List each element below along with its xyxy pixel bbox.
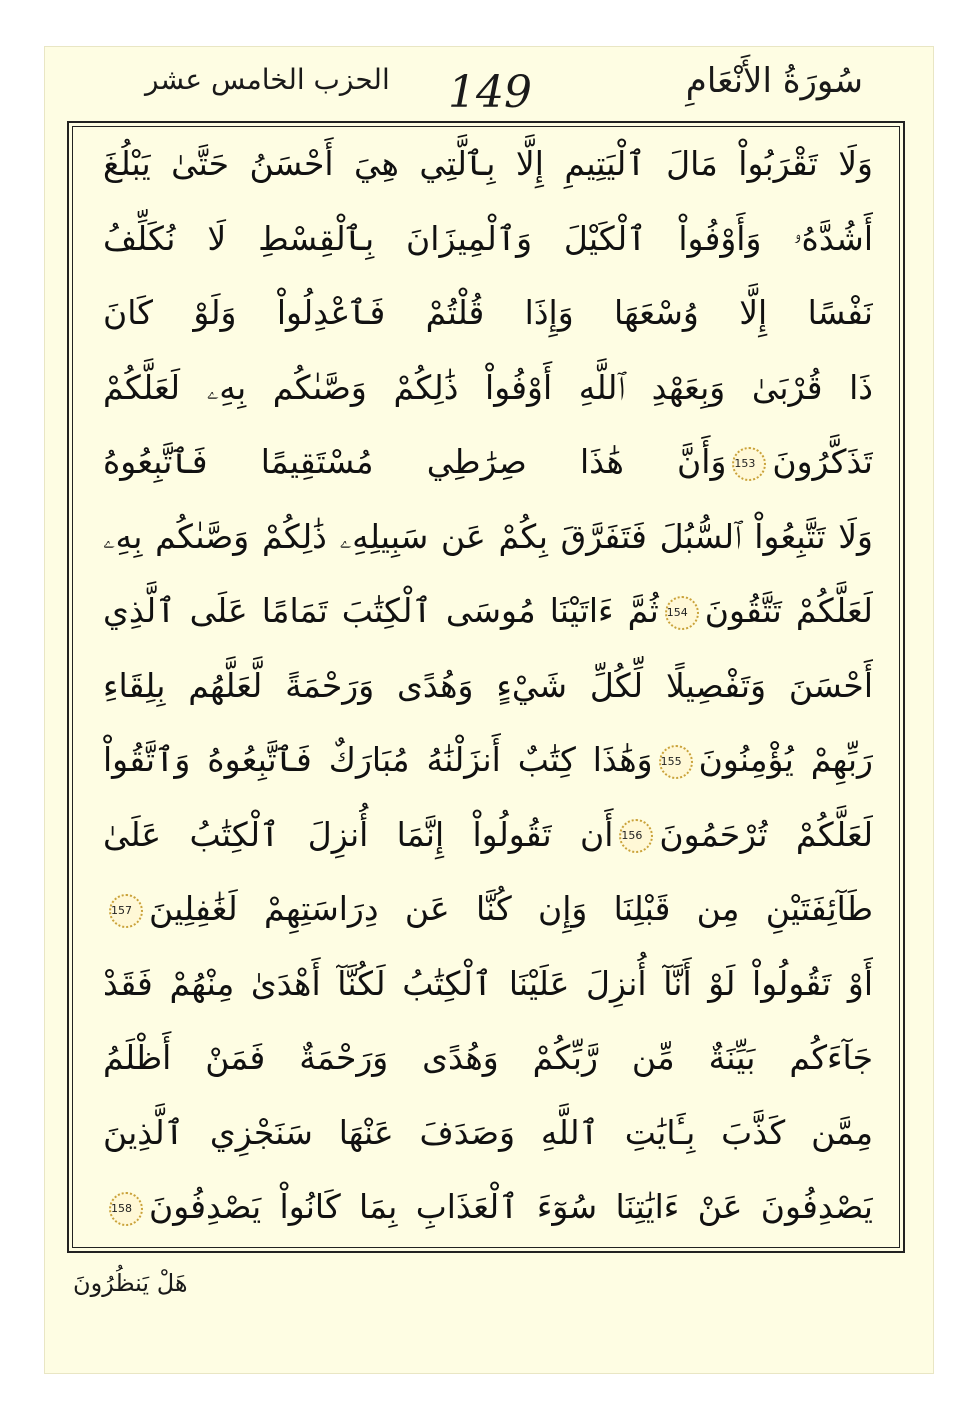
verse-text: أَشُدَّهُۥ وَأَوْفُواْ ٱلْكَيْلَ وَٱلْمِيزَانَ بِٱلْقِسْطِ لَا نُكَلِّفُ xyxy=(103,218,873,258)
text-line xyxy=(103,872,873,947)
verse-text: أَوْ تَقُولُواْ لَوْ أَنَّآ أُنزِلَ عَلَيْنَا ٱلْكِتَٰبُ لَكُنَّآ أَهْدَىٰ مِنْهُمْ فَقَدْ xyxy=(103,963,873,1003)
verse-text: ذَا قُرْبَىٰ وَبِعَهْدِ ٱللَّهِ أَوْفُواْ ذَٰلِكُمْ وَصَّىٰكُم بِهِۦ لَعَلَّكُمْ xyxy=(103,367,873,407)
text-line xyxy=(103,127,873,202)
page-number: 149 xyxy=(448,67,532,118)
ayah-number-marker: 156 xyxy=(619,819,653,853)
text-lines xyxy=(103,127,873,1245)
verse-text: وَأَنَّ هَٰذَا صِرَٰطِي مُسْتَقِيمًا فَٱتَّبِعُوهُ xyxy=(103,442,727,481)
verse-text: مِمَّن كَذَّبَ بِـَٔايَٰتِ ٱللَّهِ وَصَدَفَ عَنْهَا سَنَجْزِي ٱلَّذِينَ xyxy=(103,1112,873,1152)
verse-text: طَآئِفَتَيْنِ مِن قَبْلِنَا وَإِن كُنَّا عَن دِرَاسَتِهِمْ لَغَٰفِلِينَ xyxy=(149,889,873,928)
text-line xyxy=(103,500,873,575)
text-line xyxy=(103,798,873,873)
verse-text: تَذَكَّرُونَ xyxy=(772,442,873,481)
verse-text: أَحْسَنَ وَتَفْصِيلًا لِّكُلِّ شَيْءٍ وَهُدًى وَرَحْمَةً لَّعَلَّهُم بِلِقَاءِ xyxy=(103,665,873,705)
ayah-number-marker: 154 xyxy=(665,596,699,630)
verse-text: نَفْسًا إِلَّا وُسْعَهَا وَإِذَا قُلْتُمْ فَٱعْدِلُواْ وَلَوْ كَانَ xyxy=(103,293,873,332)
text-line xyxy=(103,947,873,1022)
text-line xyxy=(103,574,873,649)
ayah-number-marker: 155 xyxy=(659,745,693,779)
text-frame xyxy=(67,121,905,1253)
text-line xyxy=(103,723,873,798)
verse-text: أَن تَقُولُواْ إِنَّمَا أُنزِلَ ٱلْكِتَٰبُ عَلَىٰ xyxy=(103,814,614,854)
text-line xyxy=(103,649,873,724)
ayah-number-marker: 157 xyxy=(109,894,143,928)
mushaf-page xyxy=(44,46,934,1374)
verse-text: وَلَا تَقْرَبُواْ مَالَ ٱلْيَتِيمِ إِلَّا بِٱلَّتِي هِيَ أَحْسَنُ حَتَّىٰ يَبْلُغَ xyxy=(103,144,873,183)
verse-text: رَبِّهِمْ يُؤْمِنُونَ xyxy=(698,740,873,779)
catchword: هَلْ يَنظُرُونَ xyxy=(73,1269,188,1297)
ayah-number-marker: 153 xyxy=(732,447,766,481)
ayah-number-marker: 158 xyxy=(109,1192,143,1226)
hizb-name: الحزب الخامس عشر xyxy=(145,63,390,96)
verse-text: لَعَلَّكُمْ تُرْحَمُونَ xyxy=(659,814,873,854)
verse-text: وَهَٰذَا كِتَٰبٌ أَنزَلْنَٰهُ مُبَارَكٌ فَٱتَّبِعُوهُ وَٱتَّقُواْ xyxy=(103,740,653,779)
verse-text: لَعَلَّكُمْ تَتَّقُونَ xyxy=(704,591,873,630)
text-line xyxy=(103,1096,873,1171)
text-line xyxy=(103,1021,873,1096)
verse-text: جَآءَكُم بَيِّنَةٌ مِّن رَّبِّكُمْ وَهُدًى وَرَحْمَةٌ فَمَنْ أَظْلَمُ xyxy=(103,1038,873,1077)
text-line xyxy=(103,425,873,500)
surah-name: سُورَةُ الأَنْعَامِ xyxy=(685,61,863,101)
text-line xyxy=(103,276,873,351)
verse-text: ثُمَّ ءَاتَيْنَا مُوسَى ٱلْكِتَٰبَ تَمَامًا عَلَى ٱلَّذِي xyxy=(103,591,659,630)
page-header xyxy=(45,47,933,121)
verse-text: يَصْدِفُونَ عَنْ ءَايَٰتِنَا سُوٓءَ ٱلْعَذَابِ بِمَا كَانُواْ يَصْدِفُونَ xyxy=(149,1187,873,1226)
text-line xyxy=(103,1170,873,1245)
text-line xyxy=(103,202,873,277)
verse-text: وَلَا تَتَّبِعُواْ ٱلسُّبُلَ فَتَفَرَّقَ بِكُمْ عَن سَبِيلِهِۦ ذَٰلِكُمْ وَصَّىٰكُم بِهِۦ xyxy=(103,516,873,556)
text-line xyxy=(103,351,873,426)
